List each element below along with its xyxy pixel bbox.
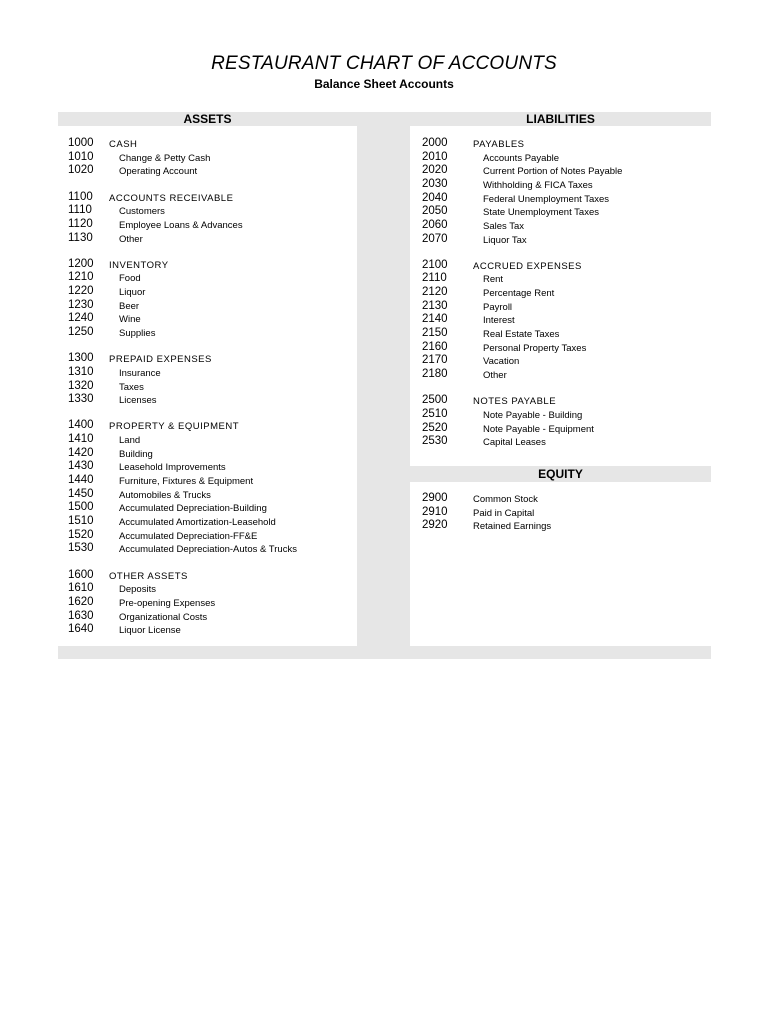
account-number: 1530 bbox=[68, 542, 94, 555]
account-number: 2070 bbox=[422, 232, 448, 245]
page-subtitle: Balance Sheet Accounts bbox=[314, 77, 454, 91]
account-name: Leasehold Improvements bbox=[119, 462, 226, 474]
account-name: Employee Loans & Advances bbox=[119, 219, 243, 231]
account-group-name: OTHER ASSETS bbox=[109, 570, 188, 582]
account-name: Change & Petty Cash bbox=[119, 152, 211, 164]
account-number: 2010 bbox=[422, 150, 448, 163]
assets-header: ASSETS bbox=[183, 112, 232, 126]
account-number: 1300 bbox=[68, 352, 94, 365]
account-name: Payroll bbox=[483, 301, 513, 313]
account-number: 1250 bbox=[68, 326, 94, 338]
account-name: Land bbox=[119, 435, 141, 447]
account-number: 2500 bbox=[422, 394, 448, 407]
account-number: 1610 bbox=[68, 582, 94, 595]
account-number: 1620 bbox=[68, 595, 94, 608]
account-number: 2110 bbox=[422, 272, 447, 285]
account-name: Note Payable - Building bbox=[483, 409, 583, 421]
account-number: 2060 bbox=[422, 218, 448, 231]
account-group-name: NOTES PAYABLE bbox=[473, 396, 557, 408]
account-name: Other bbox=[119, 233, 143, 245]
liabilities-header: LIABILITIES bbox=[526, 112, 595, 126]
account-name: Personal Property Taxes bbox=[483, 342, 587, 354]
account-name: Accumulated Depreciation-Building bbox=[119, 503, 267, 515]
account-number: 2130 bbox=[422, 299, 448, 312]
account-name: Wine bbox=[119, 314, 141, 326]
account-number: 2530 bbox=[422, 435, 448, 448]
account-number: 2920 bbox=[422, 519, 448, 532]
account-name: Building bbox=[119, 448, 153, 460]
account-number: 1120 bbox=[68, 217, 93, 230]
account-number: 1500 bbox=[68, 501, 94, 514]
account-number: 2030 bbox=[422, 177, 448, 190]
account-name: Pre-opening Expenses bbox=[119, 597, 216, 609]
account-number: 2510 bbox=[422, 407, 448, 420]
account-number: 1410 bbox=[68, 433, 94, 446]
account-name: Interest bbox=[483, 315, 515, 327]
account-number: 2170 bbox=[422, 354, 448, 367]
account-name: Beer bbox=[119, 300, 140, 312]
account-number: 2150 bbox=[422, 327, 448, 340]
account-number: 1210 bbox=[68, 271, 94, 284]
account-number: 1400 bbox=[68, 419, 94, 432]
account-number: 1600 bbox=[68, 568, 94, 581]
account-name: Organizational Costs bbox=[119, 611, 208, 623]
page-title: RESTAURANT CHART OF ACCOUNTS bbox=[211, 53, 557, 74]
account-name: Accounts Payable bbox=[483, 152, 560, 164]
account-name: Liquor License bbox=[119, 625, 181, 637]
account-number: 2100 bbox=[422, 258, 448, 271]
account-number: 1220 bbox=[68, 285, 94, 298]
account-name: Retained Earnings bbox=[473, 521, 552, 533]
account-number: 1450 bbox=[68, 487, 94, 500]
account-group-name: INVENTORY bbox=[109, 259, 169, 271]
account-name: Automobiles & Trucks bbox=[119, 489, 211, 501]
account-name: Licenses bbox=[119, 395, 157, 407]
account-name: Accumulated Amortization-Leasehold bbox=[119, 517, 276, 528]
account-number: 2900 bbox=[422, 492, 448, 504]
account-name: Paid in Capital bbox=[473, 507, 535, 519]
account-number: 1510 bbox=[68, 515, 94, 527]
account-group-name: ACCOUNTS RECEIVABLE bbox=[109, 192, 234, 204]
account-name: Furniture, Fixtures & Equipment bbox=[119, 476, 254, 488]
account-number: 1520 bbox=[68, 528, 94, 541]
account-group-name: PAYABLES bbox=[473, 139, 525, 150]
account-number: 1020 bbox=[68, 164, 94, 177]
account-number: 1110 bbox=[68, 204, 92, 217]
account-name: Deposits bbox=[119, 584, 156, 596]
account-name: Accumulated Depreciation-FF&E bbox=[119, 530, 258, 542]
account-name: Note Payable - Equipment bbox=[483, 423, 594, 435]
account-name: Vacation bbox=[483, 356, 520, 368]
equity-header: EQUITY bbox=[538, 467, 583, 481]
account-name: Federal Unemployment Taxes bbox=[483, 193, 610, 205]
account-number: 1230 bbox=[68, 298, 94, 311]
account-number: 1100 bbox=[68, 190, 93, 203]
account-number: 1330 bbox=[68, 393, 94, 406]
column-divider bbox=[357, 126, 410, 646]
account-number: 1000 bbox=[68, 137, 94, 149]
account-name: Common Stock bbox=[473, 494, 538, 505]
account-group-name: ACCRUED EXPENSES bbox=[473, 260, 582, 272]
account-name: Liquor Tax bbox=[483, 234, 527, 246]
account-name: Capital Leases bbox=[483, 437, 546, 449]
account-number: 1200 bbox=[68, 257, 94, 270]
account-name: Customers bbox=[119, 206, 165, 218]
account-name: Food bbox=[119, 273, 141, 285]
account-number: 2050 bbox=[422, 205, 448, 218]
footer-band bbox=[58, 646, 711, 659]
account-number: 2910 bbox=[422, 505, 448, 518]
account-group-name: PROPERTY & EQUIPMENT bbox=[109, 421, 240, 433]
account-number: 2180 bbox=[422, 368, 448, 380]
account-name: Rent bbox=[483, 274, 504, 286]
account-number: 2000 bbox=[422, 137, 448, 149]
account-number: 2520 bbox=[422, 421, 448, 434]
account-number: 1630 bbox=[68, 609, 94, 622]
account-number: 2140 bbox=[422, 313, 448, 326]
account-name: Current Portion of Notes Payable bbox=[483, 166, 623, 178]
account-name: Accumulated Depreciation-Autos & Trucks bbox=[119, 544, 297, 556]
account-group-name: CASH bbox=[109, 139, 138, 150]
account-number: 1440 bbox=[68, 474, 94, 487]
account-number: 1130 bbox=[68, 231, 93, 244]
account-number: 1310 bbox=[68, 365, 94, 378]
account-name: State Unemployment Taxes bbox=[483, 207, 599, 219]
account-number: 1430 bbox=[68, 460, 94, 473]
account-number: 1240 bbox=[68, 312, 94, 325]
account-name: Sales Tax bbox=[483, 220, 525, 232]
account-name: Insurance bbox=[119, 367, 161, 379]
account-name: Liquor bbox=[119, 287, 146, 299]
account-name: Operating Account bbox=[119, 166, 198, 178]
account-number: 2120 bbox=[422, 286, 448, 299]
account-number: 1320 bbox=[68, 379, 94, 392]
account-name: Withholding & FICA Taxes bbox=[483, 179, 593, 191]
account-number: 2040 bbox=[422, 191, 448, 204]
account-name: Percentage Rent bbox=[483, 288, 555, 300]
account-number: 1010 bbox=[68, 150, 94, 163]
account-name: Taxes bbox=[119, 381, 144, 393]
account-number: 1420 bbox=[68, 446, 94, 459]
account-name: Supplies bbox=[119, 328, 156, 339]
account-name: Other bbox=[483, 370, 507, 381]
account-number: 1640 bbox=[68, 623, 94, 636]
account-number: 2160 bbox=[422, 340, 448, 353]
account-name: Real Estate Taxes bbox=[483, 329, 560, 341]
account-group-name: PREPAID EXPENSES bbox=[109, 354, 212, 366]
account-number: 2020 bbox=[422, 164, 448, 177]
